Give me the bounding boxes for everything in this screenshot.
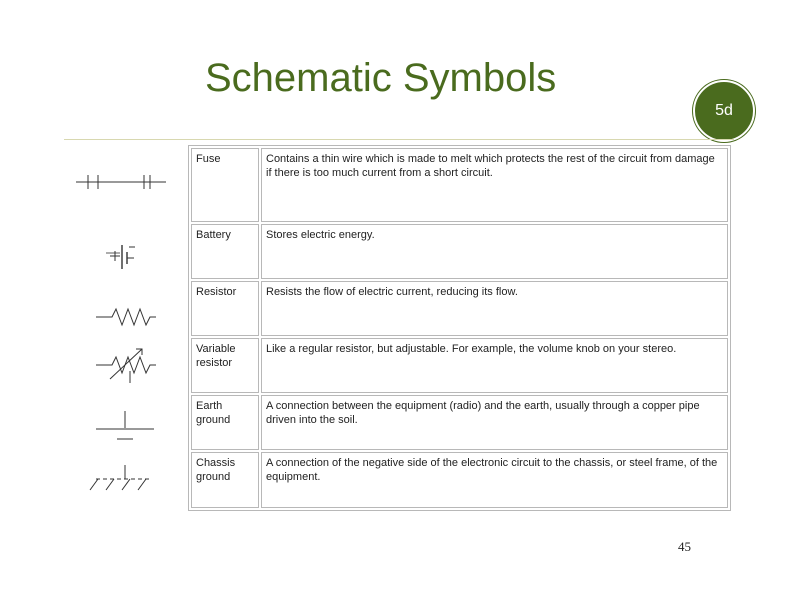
symbol-description: Like a regular resistor, but adjustable. For example, the volume knob on your stereo. [261,338,728,393]
table-row [191,452,728,508]
fuse-symbol-icon [76,175,166,189]
symbol-name: Resistor [191,281,259,336]
earth-ground-symbol-icon [96,411,154,439]
table-row [191,281,728,336]
symbol-description: Contains a thin wire which is made to melt which protects the rest of the circuit from damage if there is too much current from a short circuit. [261,148,728,222]
symbol-name: Battery [191,224,259,279]
title-divider [64,139,734,140]
table-row [191,338,728,393]
page-number: 45 [678,539,691,554]
battery-symbol-icon [106,245,135,269]
table-row [191,148,728,222]
resistor-symbol-icon [96,309,156,325]
symbol-description: Stores electric energy. [261,224,728,279]
slide-number-badge: 5d [693,80,755,142]
symbol-description: Resists the flow of electric current, reducing its flow. [261,281,728,336]
symbol-name: Earth ground [191,395,259,450]
table-row [191,224,728,279]
symbol-description: A connection of the negative side of the electronic circuit to the chassis, or steel frame, of the equipment. [261,452,728,508]
symbol-column [70,145,180,510]
variable-resistor-symbol-icon [96,349,156,383]
schematic-symbols-table [188,145,731,511]
symbol-name: Fuse [191,148,259,222]
slide-title: Schematic Symbols [205,56,557,100]
chassis-ground-symbol-icon [90,465,150,490]
symbol-description: A connection between the equipment (radio) and the earth, usually through a copper pipe driven into the soil. [261,395,728,450]
symbol-name: Variable resistor [191,338,259,393]
table-row [191,395,728,450]
symbol-name: Chassis ground [191,452,259,508]
